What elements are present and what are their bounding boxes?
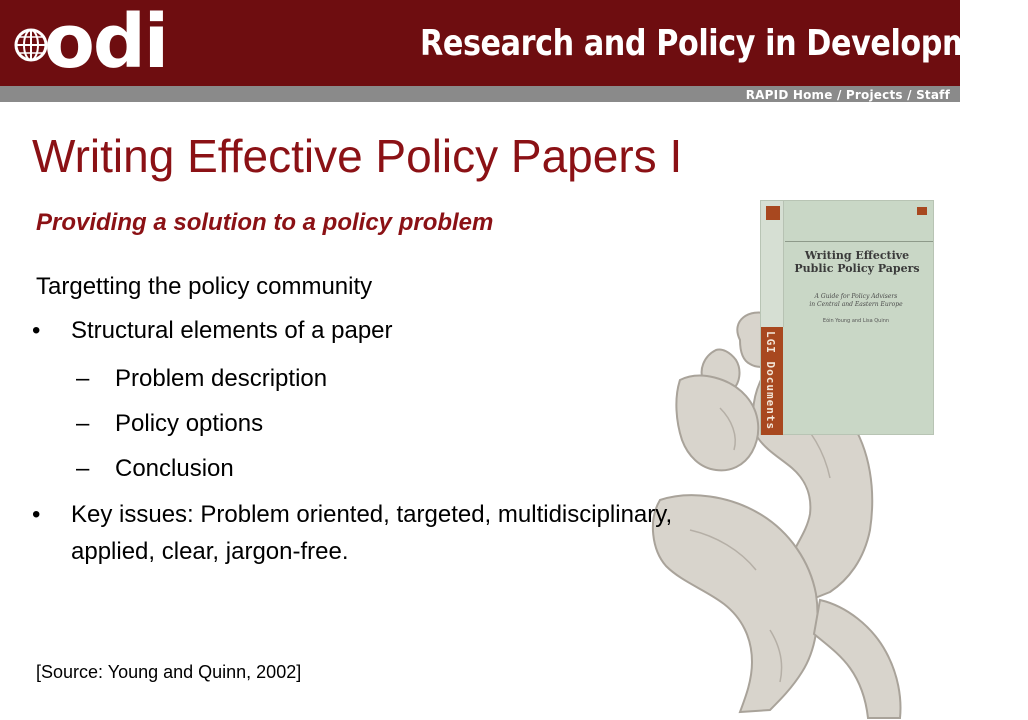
bullet-text-line2: applied, clear, jargon-free. <box>71 538 349 565</box>
intro-line: Targetting the policy community <box>36 273 373 300</box>
subitem-text: Problem description <box>115 365 328 392</box>
subitem-text: Policy options <box>115 410 264 437</box>
book-subtitle: A Guide for Policy Advisers in Central and Eastern Europe <box>809 293 903 308</box>
subitem-marker: – <box>76 410 90 437</box>
banner-title: Research and Policy in Development <box>420 23 1028 64</box>
book-cover-image <box>760 200 934 435</box>
header-banner <box>0 0 1028 86</box>
book-spine-text: LGI Documents <box>764 331 777 431</box>
book-title: Writing Effective Public Policy Papers <box>794 249 920 275</box>
bullet-marker: • <box>32 317 41 344</box>
breadcrumb[interactable]: RAPID Home / Projects / Staff <box>745 88 950 102</box>
subitem-marker: – <box>76 365 90 392</box>
odi-logo[interactable] <box>0 0 168 86</box>
book-authors: Eóin Young and Lisa Quinn <box>822 318 890 324</box>
slide-title: Writing Effective Policy Papers I <box>32 130 683 182</box>
book-publisher-logo <box>766 206 780 220</box>
book-divider <box>785 241 933 242</box>
slide-subtitle: Providing a solution to a policy problem <box>36 209 494 236</box>
source-citation: [Source: Young and Quinn, 2002] <box>36 662 302 682</box>
bullet-text-line1: Key issues: Problem oriented, targeted, multidisciplinary, <box>71 501 673 528</box>
bullet-marker: • <box>32 501 41 528</box>
book-secondary-logo <box>917 207 927 215</box>
logo-text: odi <box>44 0 168 85</box>
subitem-text: Conclusion <box>115 455 234 482</box>
subitem-marker: – <box>76 455 90 482</box>
bullet-text: Structural elements of a paper <box>71 317 393 344</box>
globe-icon <box>14 28 48 62</box>
